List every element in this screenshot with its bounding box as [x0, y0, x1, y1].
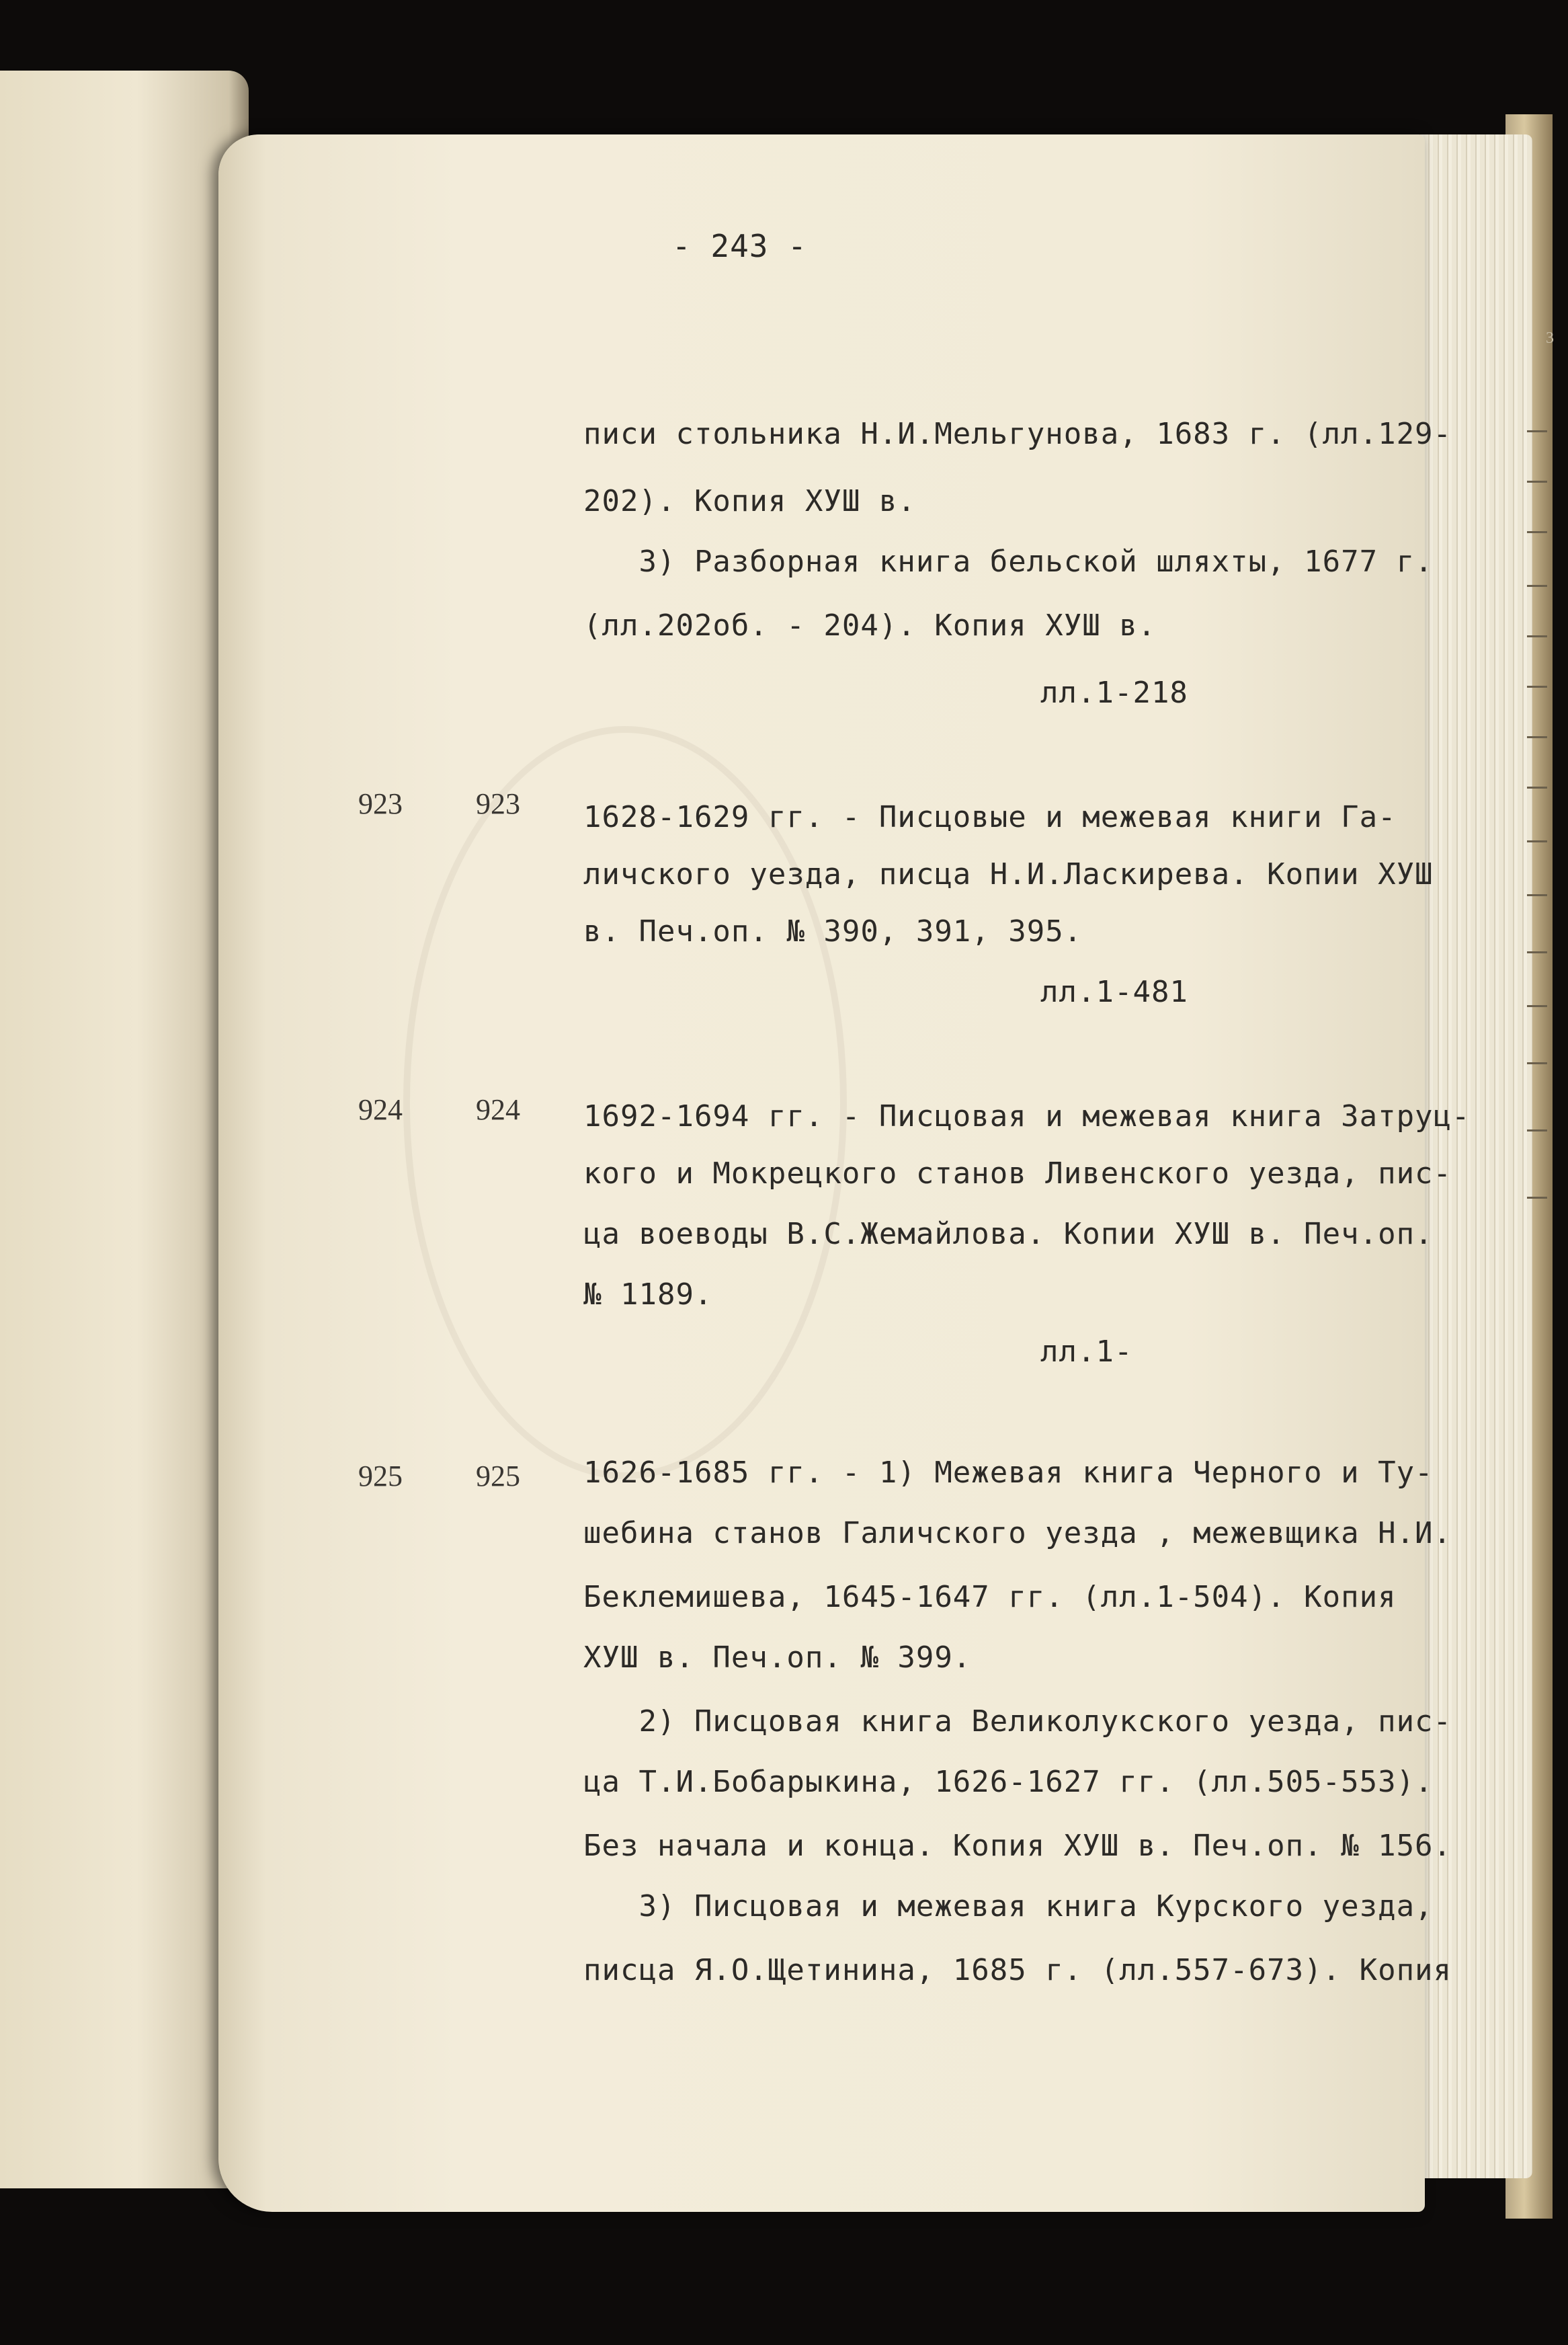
entry-number: 925: [476, 1460, 520, 1493]
continuation-line: (лл.202об. - 204). Копия ХУШ в.: [583, 608, 1157, 643]
entry-line: 1626-1685 гг. - 1) Межевая книга Черного и Ту-: [583, 1456, 1434, 1490]
entry-line: личского уезда, писца Н.И.Ласкирева. Копии ХУШ: [583, 857, 1434, 891]
entry-line: Без начала и конца. Копия ХУШ в. Печ.оп. № 156.: [583, 1829, 1452, 1863]
folio-range: лл.1-481: [1040, 975, 1188, 1009]
entry-line: в. Печ.оп. № 390, 391, 395.: [583, 914, 1083, 949]
continuation-line: 202). Копия ХУШ в.: [583, 484, 916, 518]
entry-line: ца Т.И.Бобарыкина, 1626-1627 гг. (лл.505-553).: [583, 1765, 1434, 1799]
entry-number: 925: [358, 1460, 403, 1493]
entry-line: ХУШ в. Печ.оп. № 399.: [583, 1640, 972, 1675]
entry-line: писца Я.О.Щетинина, 1685 г. (лл.557-673). Копия: [583, 1953, 1452, 1987]
index-tabs: [1527, 430, 1551, 1472]
continuation-line: 3) Разборная книга бельской шляхты, 1677 г.: [583, 545, 1434, 579]
entry-line: кого и Мокрецкого станов Ливенского уезда, пис-: [583, 1156, 1452, 1191]
entry-line: 2) Писцовая книга Великолукского уезда, пис-: [583, 1704, 1452, 1739]
entry-line: шебина станов Галичского уезда , межевщика Н.И.: [583, 1516, 1452, 1550]
entry-line: 1628-1629 гг. - Писцовые и межевая книги Га-: [583, 800, 1397, 834]
continuation-line: писи стольника Н.И.Мельгунова, 1683 г. (лл.129-: [583, 417, 1452, 451]
entry-number: 923: [358, 787, 403, 820]
entry-line: № 1189.: [583, 1277, 713, 1312]
entry-line: ца воеводы В.С.Жемайлова. Копии ХУШ в. Печ.оп.: [583, 1217, 1434, 1251]
entry-line: Беклемишева, 1645-1647 гг. (лл.1-504). Копия: [583, 1580, 1397, 1614]
entry-line: 1692-1694 гг. - Писцовая и межевая книга Затруц-: [583, 1099, 1471, 1134]
folio-range: лл.1-: [1040, 1335, 1133, 1369]
edge-mark: 3: [1546, 329, 1554, 347]
entry-number: 924: [358, 1093, 403, 1126]
entry-number: 923: [476, 787, 520, 820]
page-number: - 243 -: [672, 228, 807, 264]
entry-line: 3) Писцовая и межевая книга Курского уезда,: [583, 1889, 1434, 1923]
entry-number: 924: [476, 1093, 520, 1126]
folio-range: лл.1-218: [1040, 676, 1188, 710]
facing-page: [0, 71, 249, 2188]
